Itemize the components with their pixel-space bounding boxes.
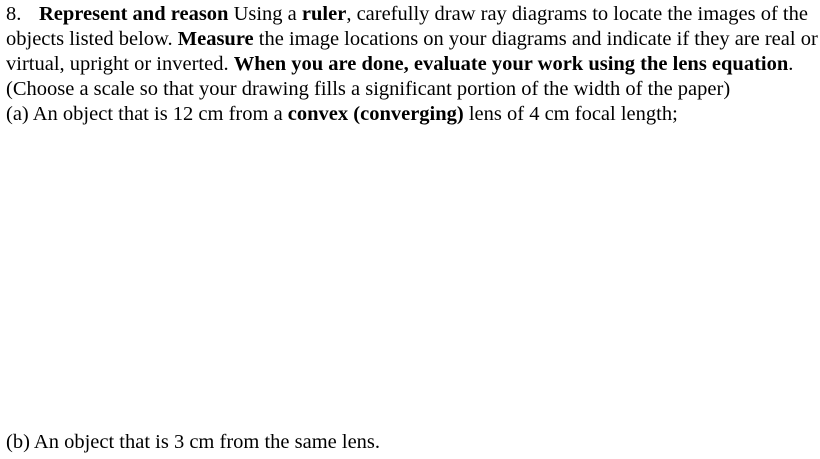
problem-number: 8. xyxy=(6,3,22,25)
part-a-prefix: (a) An object that is 12 cm from a xyxy=(6,103,288,125)
worksheet-page xyxy=(6,0,818,127)
part-a-question xyxy=(6,102,818,127)
problem-segment-bold: Represent and reason xyxy=(39,3,229,25)
problem-segment: the image locations on your diagrams and indicate if they are real or virtual, upright or inverted. xyxy=(6,28,818,75)
part-b-question: (b) An object that is 3 cm from the same lens. xyxy=(6,431,381,453)
problem-segment-bold: Measure xyxy=(177,28,254,50)
problem-segment: . (Choose a scale so that your drawing fills a significant portion of the width of the paper) xyxy=(6,53,794,100)
problem-segment: , carefully draw ray diagrams to locate the images of the objects listed below. xyxy=(6,3,808,50)
problem-statement xyxy=(6,2,818,102)
problem-segment-bold: When you are done, evaluate your work using the lens equation xyxy=(233,53,789,75)
problem-segment: Using a xyxy=(228,3,302,25)
part-a-suffix: lens of 4 cm focal length; xyxy=(463,103,678,125)
part-a-bold: convex (converging) xyxy=(287,103,464,125)
problem-segment-bold: ruler xyxy=(301,3,347,25)
